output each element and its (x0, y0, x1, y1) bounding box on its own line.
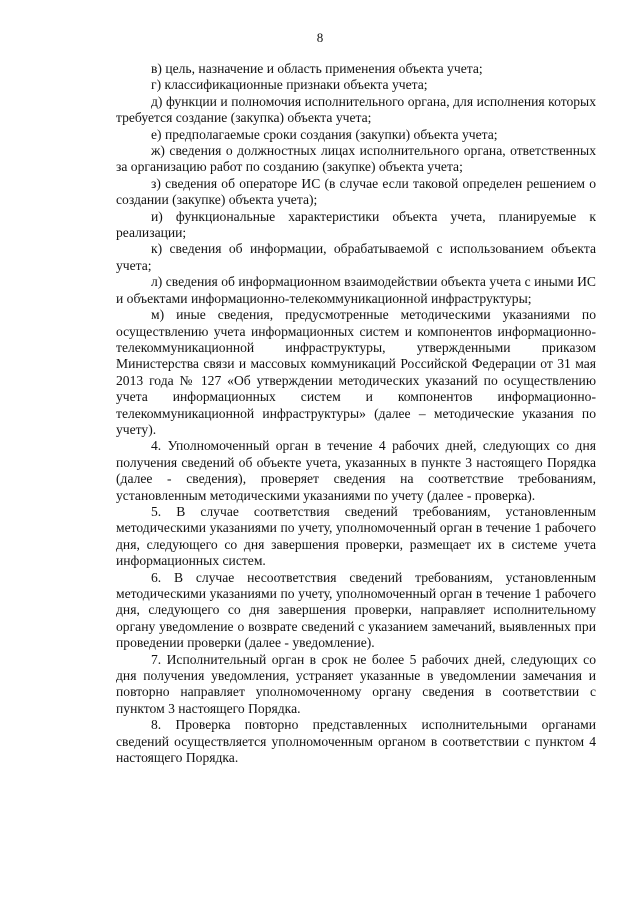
paragraph-item-v: в) цель, назначение и область применения объекта учета; (151, 61, 483, 76)
document-body (116, 61, 596, 766)
page-number: 8 (316, 30, 324, 45)
paragraph-item-zh: ж) сведения о должностных лицах исполнительного органа, ответственных за организацию работ по созданию (закупке) объекта учета; (116, 143, 596, 175)
paragraph-item-l: л) сведения об информационном взаимодействии объекта учета с иными ИС и объектами информационно-телекоммуникационной инфраструктуры; (116, 274, 596, 306)
clause-5: 5. В случае соответствия сведений требованиям, установленным методическими указаниями по учету, уполномоченный орган в течение 1 рабочего дня, следующего со дня завершения проверки, размещает их в системе учета информационных систем. (116, 503, 596, 569)
clause-7: 7. Исполнительный орган в срок не более 5 рабочих дней, следующих со дня получения уведомления, устраняет указанные в уведомлении замечания и повторно направляет уполномоченному органу сведения в соответствии с пунктом 3 настоящего Порядка. (116, 651, 596, 716)
paragraph-item-d: д) функции и полномочия исполнительного органа, для исполнения которых требуется создание (закупка) объекта учета; (116, 93, 596, 126)
paragraph-item-m: м) иные сведения, предусмотренные методическими указаниями по осуществлению учета информационных систем и компонентов информационно-телекоммуникационной инфраструктуры, утвержденными приказом Министерства связи и массовых коммуникаций Российской Федерации от 31 мая 2013 года № 127 «Об утверждении методических указаний по осуществлению учета информационных систем и компонентов информационно-телекоммуникационной инфраструктуры» (далее – методические указания по учету). (116, 307, 596, 437)
paragraph-item-z: з) сведения об операторе ИС (в случае если таковой определен решением о создании (закупке) объекта учета); (116, 175, 596, 208)
paragraph-item-e: е) предполагаемые сроки создания (закупки) объекта учета; (151, 126, 498, 142)
clause-8: 8. Проверка повторно представленных исполнительными органами сведений осуществляется уполномоченным органом в соответствии с пунктом 4 настоящего Порядка. (116, 717, 596, 766)
paragraph-item-k: к) сведения об информации, обрабатываемой с использованием объекта учета; (116, 241, 596, 273)
clause-6: 6. В случае несоответствия сведений требованиям, установленным методическими указаниями по учету, уполномоченный орган в течение 1 рабочего дня, следующего со дня завершения проверки, направляет исполнительному органу уведомление о возврате сведений с указанием замечаний, выявленных при проведении проверки (далее - уведомление). (116, 569, 596, 651)
paragraph-item-i: и) функциональные характеристики объекта учета, планируемые к реализации; (116, 208, 596, 241)
clause-4: 4. Уполномоченный орган в течение 4 рабочих дней, следующих со дня получения сведений об объекте учета, указанных в пункте 3 настоящего Порядка (далее - сведения), проверяет сведения на соответствие требованиям, установленным методическими указаниями по учету (далее - проверка). (116, 438, 596, 503)
paragraph-item-g: г) классификационные признаки объекта учета; (151, 77, 428, 93)
